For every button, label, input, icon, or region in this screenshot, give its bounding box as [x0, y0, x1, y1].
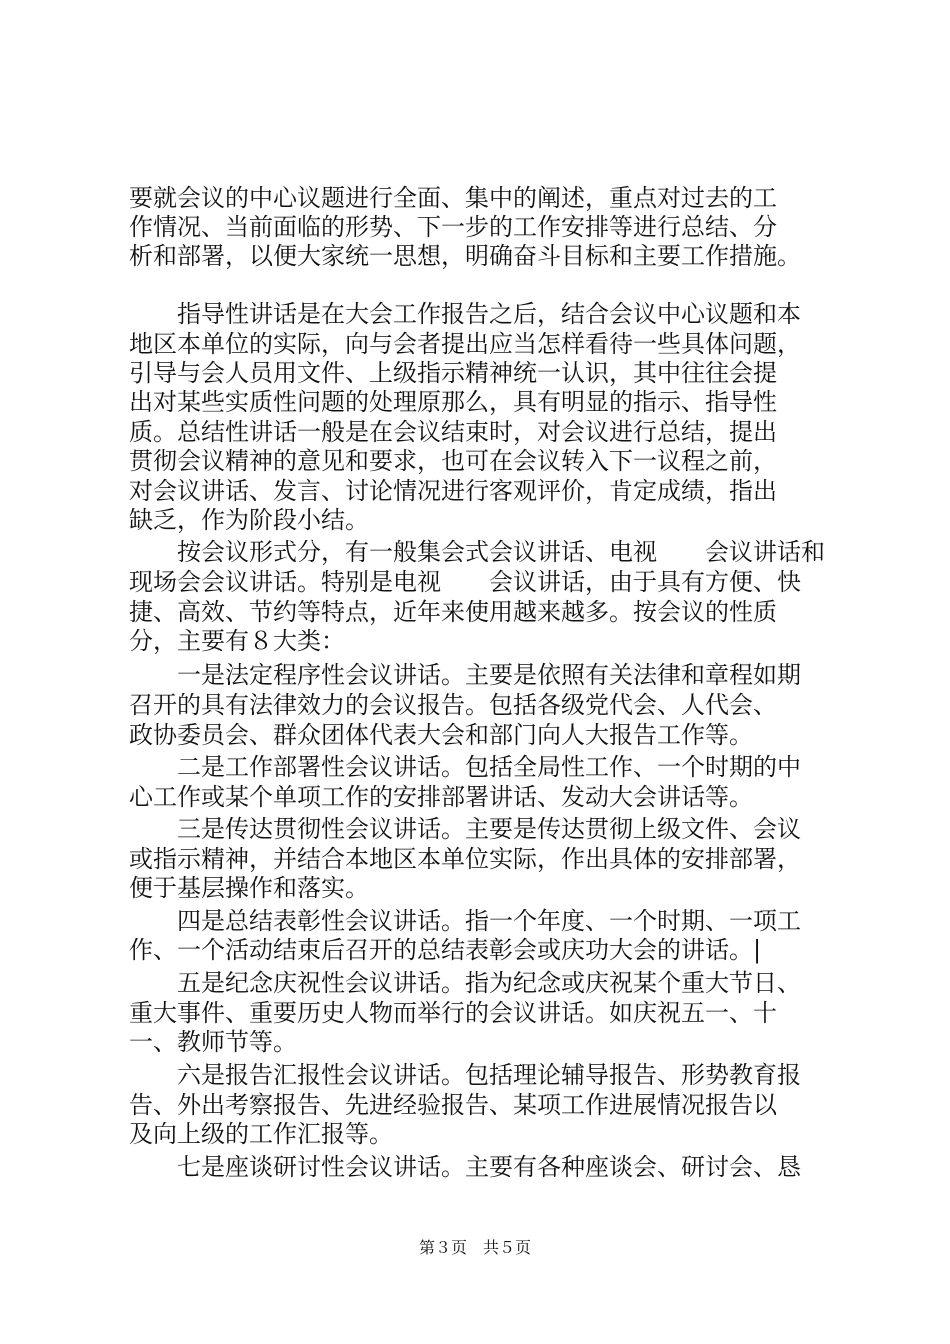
text-line: 贯彻会议精神的意见和要求，也可在会议转入下一议程之前， [129, 447, 777, 475]
text-line: 现场会会议讲话。特别是电视 会议讲话，由于具有方便、快 [129, 568, 801, 596]
text-line: 及向上级的工作汇报等。 [129, 1120, 393, 1148]
text-line: 六是报告汇报性会议讲话。包括理论辅导报告、形势教育报 [177, 1061, 801, 1089]
text-line: 分，主要有８大类： [129, 627, 345, 655]
text-line: 指导性讲话是在大会工作报告之后，结合会议中心议题和本 [177, 300, 801, 328]
text-line: 心工作或某个单项工作的安排部署讲话、发动大会讲话等。 [129, 783, 753, 811]
text-line: 缺乏，作为阶段小结。 [129, 506, 369, 534]
text-line: 三是传达贯彻性会议讲话。主要是传达贯彻上级文件、会议 [177, 815, 801, 843]
text-line: 四是总结表彰性会议讲话。指一个年度、一个时期、一项工 [177, 907, 801, 935]
text-line: 作、一个活动结束后召开的总结表彰会或庆功大会的讲话。| [129, 936, 762, 964]
text-line: 便于基层操作和落实。 [129, 874, 369, 902]
text-line: 政协委员会、群众团体代表大会和部门向人大报告工作等。 [129, 721, 753, 749]
text-line: 引导与会人员用文件、上级指示精神统一认识，其中往往会提 [129, 359, 777, 387]
text-line: 作情况、当前面临的形势、下一步的工作安排等进行总结、分 [129, 213, 777, 241]
text-line: 七是座谈研讨性会议讲话。主要有各种座谈会、研讨会、恳 [177, 1153, 801, 1181]
text-line: 或指示精神，并结合本地区本单位实际，作出具体的安排部署， [129, 845, 801, 873]
text-line: 重大事件、重要历史人物而举行的会议讲话。如庆祝五一、十 [129, 999, 777, 1027]
text-line: 五是纪念庆祝性会议讲话。指为纪念或庆祝某个重大节日、 [177, 969, 801, 997]
text-line: 析和部署，以便大家统一思想，明确奋斗目标和主要工作措施。 [129, 242, 801, 270]
text-line: 对会议讲话、发言、讨论情况进行客观评价，肯定成绩，指出 [129, 477, 777, 505]
text-line: 一是法定程序性会议讲话。主要是依照有关法律和章程如期 [177, 661, 801, 689]
text-line: 地区本单位的实际，向与会者提出应当怎样看待一些具体问题， [129, 330, 801, 358]
text-line: 捷、高效、节约等特点，近年来使用越来越多。按会议的性质 [129, 598, 777, 626]
text-line: 告、外出考察报告、先进经验报告、某项工作进展情况报告以 [129, 1091, 777, 1119]
page-number: 第３页 共５页 [418, 1238, 531, 1257]
text-line: 要就会议的中心议题进行全面、集中的阐述，重点对过去的工 [129, 184, 777, 212]
text-line: 按会议形式分，有一般集会式会议讲话、电视 会议讲话和 [177, 538, 825, 566]
text-line: 一、教师节等。 [129, 1028, 297, 1056]
text-line: 二是工作部署性会议讲话。包括全局性工作、一个时期的中 [177, 753, 801, 781]
text-line: 召开的具有法律效力的会议报告。包括各级党代会、人代会、 [129, 691, 777, 719]
text-line: 出对某些实质性问题的处理原那么，具有明显的指示、指导性 [129, 388, 777, 416]
text-line: 质。总结性讲话一般是在会议结束时，对会议进行总结，提出 [129, 418, 777, 446]
